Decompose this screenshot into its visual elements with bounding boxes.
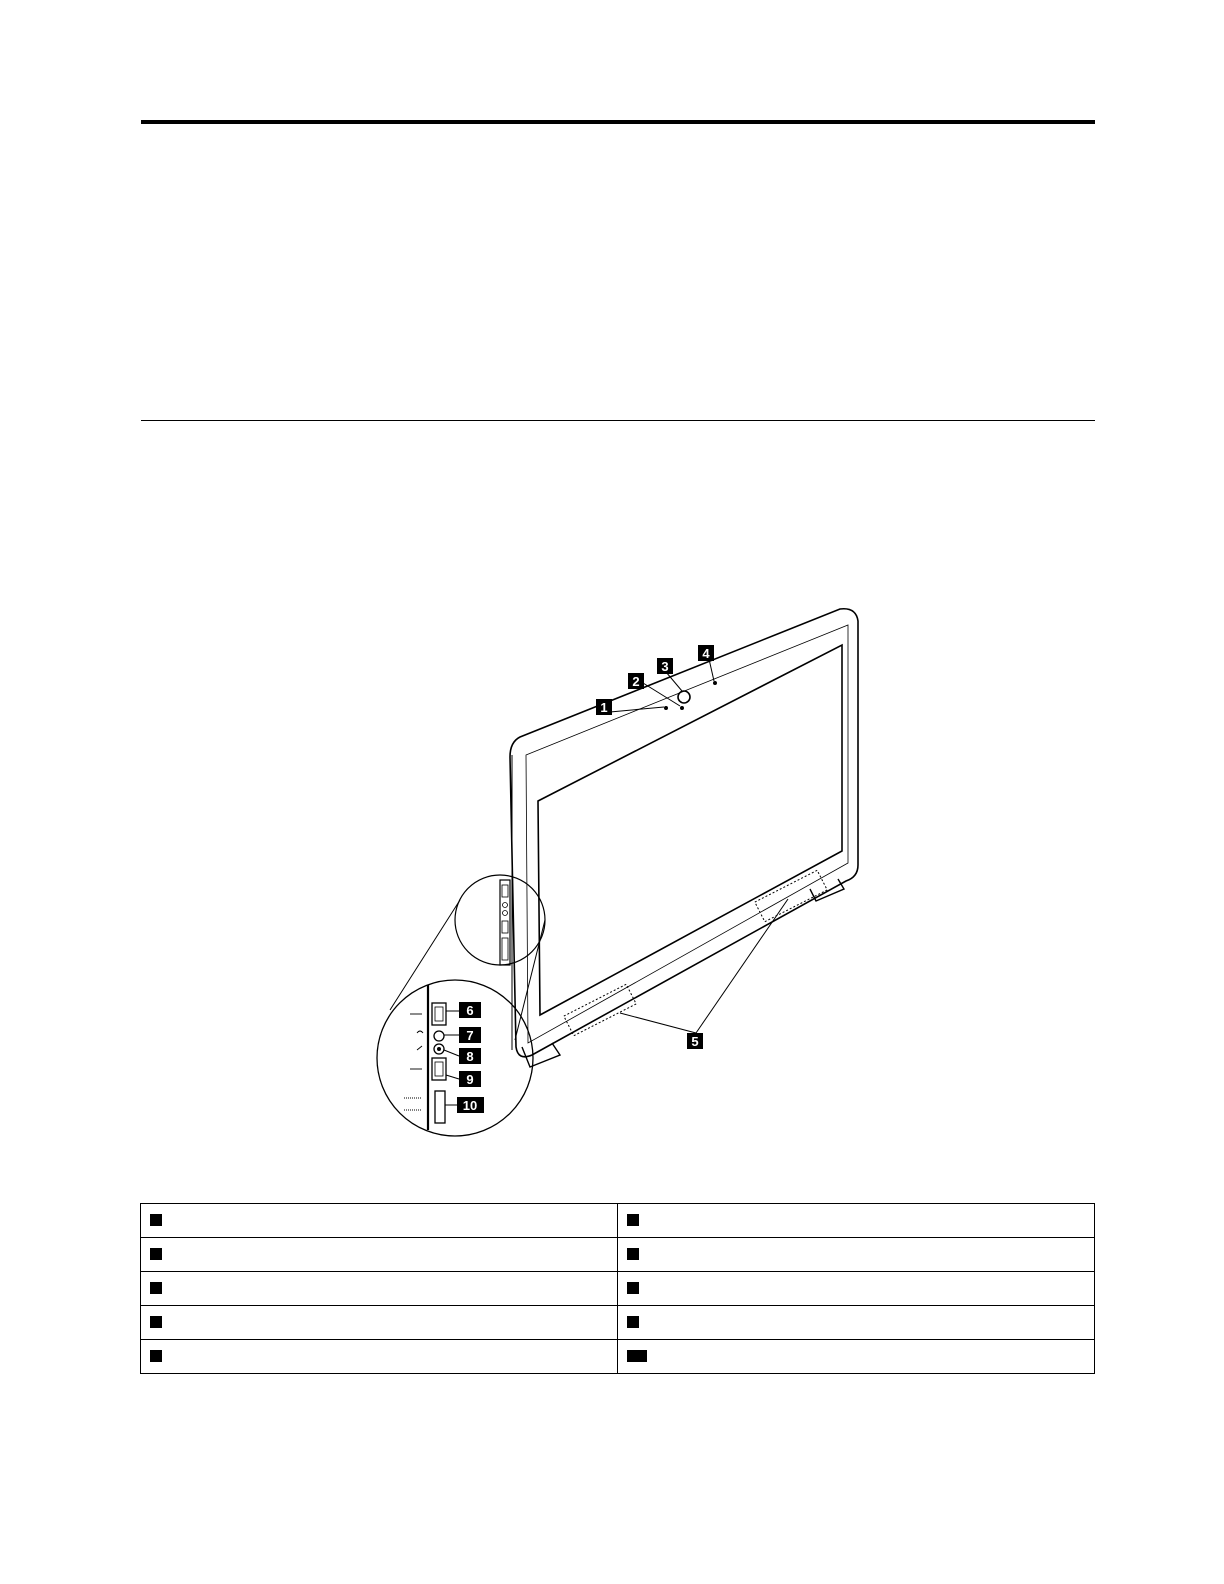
callout-10-label: 10 bbox=[462, 1098, 478, 1113]
callout-4-label: 4 bbox=[702, 646, 710, 661]
callout-4 bbox=[698, 645, 714, 661]
monitor-screen bbox=[538, 645, 842, 1015]
camera-icon bbox=[678, 691, 690, 703]
legend-cell bbox=[618, 1204, 1095, 1238]
top-rule bbox=[141, 120, 1095, 124]
monitor-frame bbox=[510, 609, 858, 1057]
legend-cell bbox=[141, 1340, 618, 1374]
legend-number-1 bbox=[150, 1214, 162, 1226]
usb-port-top bbox=[432, 1003, 446, 1025]
card-reader-slot bbox=[435, 1091, 445, 1123]
table-row bbox=[141, 1204, 1095, 1238]
legend-number-4 bbox=[150, 1316, 162, 1328]
table-row bbox=[141, 1238, 1095, 1272]
speaker-left bbox=[564, 984, 636, 1035]
callout-10 bbox=[457, 1097, 484, 1113]
callout-7-label: 7 bbox=[466, 1028, 474, 1043]
legend-cell bbox=[618, 1306, 1095, 1340]
callout-8-label: 8 bbox=[466, 1049, 474, 1064]
component-legend-table bbox=[140, 1203, 1095, 1374]
callout-6 bbox=[459, 1002, 481, 1018]
callout-1-label: 1 bbox=[600, 700, 608, 715]
legend-number-2 bbox=[150, 1248, 162, 1260]
legend-number-3 bbox=[150, 1282, 162, 1294]
legend-cell bbox=[141, 1272, 618, 1306]
microphone-left bbox=[665, 707, 667, 709]
callout-1 bbox=[596, 699, 612, 715]
callout-6-label: 6 bbox=[466, 1003, 474, 1018]
table-row bbox=[141, 1306, 1095, 1340]
computer-front-illustration bbox=[360, 595, 880, 1140]
headphone-jack bbox=[434, 1031, 444, 1041]
callout-3-label: 3 bbox=[661, 659, 669, 674]
legend-number-8 bbox=[627, 1282, 639, 1294]
callout-5 bbox=[687, 1033, 703, 1049]
zoom-detail-circle bbox=[377, 980, 533, 1136]
legend-number-9 bbox=[627, 1316, 639, 1328]
table-row bbox=[141, 1340, 1095, 1374]
legend-cell bbox=[618, 1238, 1095, 1272]
legend-number-10 bbox=[627, 1350, 647, 1362]
callout-2-label: 2 bbox=[632, 674, 640, 689]
stand-foot-left bbox=[522, 1043, 560, 1067]
section-rule bbox=[141, 420, 1095, 421]
microphone-right bbox=[714, 682, 716, 684]
legend-cell bbox=[141, 1238, 618, 1272]
callout-5-label: 5 bbox=[691, 1034, 699, 1049]
legend-number-5 bbox=[150, 1350, 162, 1362]
legend-cell bbox=[141, 1204, 618, 1238]
callout-9-label: 9 bbox=[466, 1072, 474, 1087]
legend-number-7 bbox=[627, 1248, 639, 1260]
legend-number-6 bbox=[627, 1214, 639, 1226]
callout-8 bbox=[459, 1048, 481, 1064]
callout-9 bbox=[459, 1071, 481, 1087]
legend-cell bbox=[141, 1306, 618, 1340]
usb-port-bottom bbox=[432, 1058, 446, 1080]
callout-2 bbox=[628, 673, 644, 689]
callout-3 bbox=[657, 658, 673, 674]
legend-cell bbox=[618, 1340, 1095, 1374]
legend-cell bbox=[618, 1272, 1095, 1306]
table-row bbox=[141, 1272, 1095, 1306]
callout-7 bbox=[459, 1027, 481, 1043]
